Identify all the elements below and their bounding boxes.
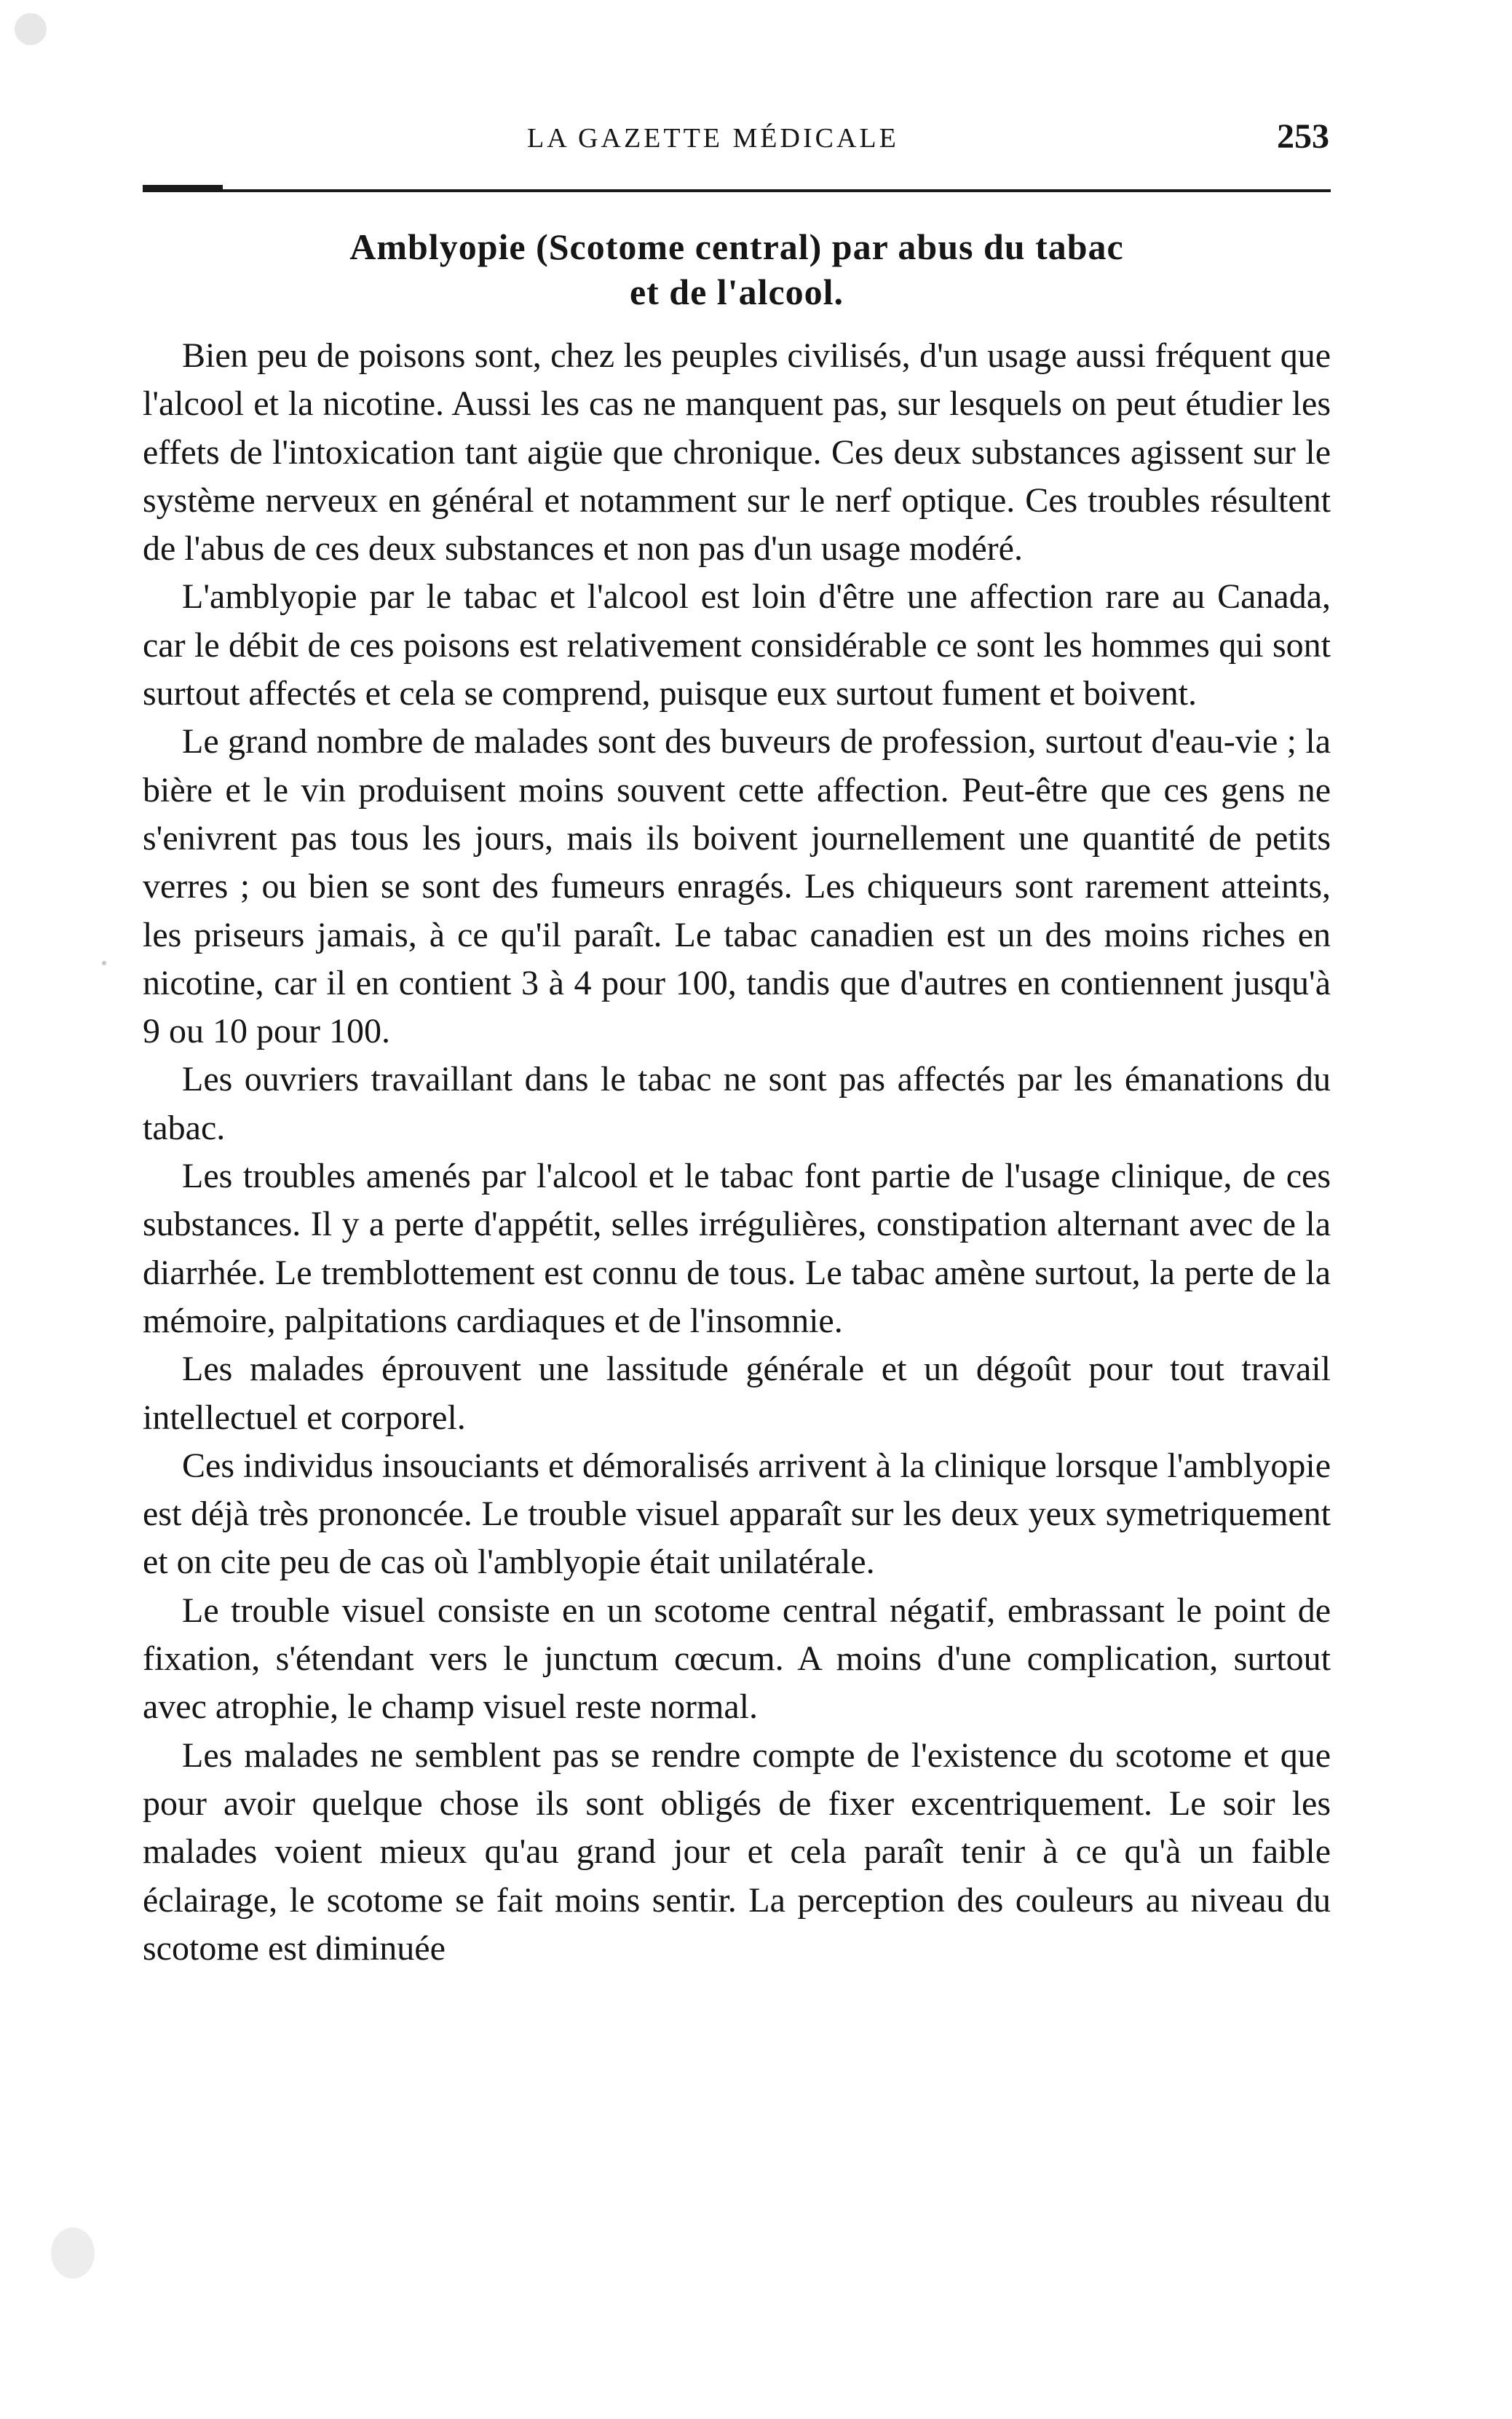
article-title (143, 224, 1331, 314)
page-number: 253 (1277, 117, 1329, 156)
paragraph: Le grand nombre de malades sont des buveurs de profession, surtout d'eau-vie ; la bière et le vin produisent moins souvent cette affection. Peut-être que ces gens ne s'enivrent pas tous les jours, mais ils boivent journellement une quantité de petits verres ; ou bien se sont des fumeurs enragés. Les chiqueurs sont rarement atteints, les priseurs jamais, à ce qu'il paraît. Le tabac canadien est un des moins riches en nicotine, car il en contient 3 à 4 pour 100, tandis que d'autres en contiennent jusqu'à 9 ou 10 pour 100. (143, 722, 1331, 1051)
running-title: LA GAZETTE MÉDICALE (527, 123, 899, 154)
paragraph: Les malades éprouvent une lassitude générale et un dégoût pour tout travail intellectuel et corporel. (143, 1350, 1331, 1437)
paragraph: Ces individus insouciants et démoralisés arrivent à la clinique lorsque l'amblyopie est déjà très prononcée. Le trouble visuel apparaît sur les deux yeux symetriquement et on cite peu de cas où l'amblyopie était unilatérale. (143, 1446, 1331, 1582)
paragraph: Les ouvriers travaillant dans le tabac ne sont pas affectés par les émanations du tabac. (143, 1060, 1331, 1147)
header-rule (143, 189, 1331, 192)
scan-speck (102, 961, 106, 965)
article (143, 224, 1331, 1973)
running-head (143, 116, 1329, 160)
paragraph: Le trouble visuel consiste en un scotome central négatif, embrassant le point de fixation, s'étendant vers le junctum cœcum. A moins d'une complication, surtout avec atrophie, le champ visuel reste normal. (143, 1591, 1331, 1727)
paragraph: Les malades ne semblent pas se rendre compte de l'existence du scotome et que pour avoir quelque chose ils sont obligés de fixer excentriquement. Le soir les malades voient mieux qu'au grand jour et cela paraît tenir à ce qu'à un faible éclairage, le scotome se fait moins sentir. La perception des couleurs au niveau du scotome est diminuée (143, 1735, 1331, 1968)
paragraph: Bien peu de poisons sont, chez les peuples civilisés, d'un usage aussi fréquent que l'alcool et la nicotine. Aussi les cas ne manquent pas, sur lesquels on peut étudier les effets de l'intoxication tant aigüe que chronique. Ces deux substances agissent sur le système nerveux en général et notamment sur le nerf optique. Ces troubles résultent de l'abus de ces deux substances et non pas d'un usage modéré. (143, 336, 1331, 569)
paragraph: Les troubles amenés par l'alcool et le tabac font partie de l'usage clinique, de ces substances. Il y a perte d'appétit, selles irrégulières, constipation alternant avec de la diarrhée. Le tremblottement est connu de tous. Le tabac amène surtout, la perte de la mémoire, palpitations cardiaques et de l'insomnie. (143, 1157, 1331, 1340)
article-body (143, 332, 1331, 1973)
article-title-line-1: Amblyopie (Scotome central) par abus du tabac (349, 226, 1124, 267)
scan-speck (15, 13, 47, 45)
paragraph: L'amblyopie par le tabac et l'alcool est loin d'être une affection rare au Canada, car le débit de ces poisons est relativement considérable ce sont les hommes qui sont surtout affectés et cela se comprend, puisque eux surtout fument et boivent. (143, 577, 1331, 713)
article-title-line-2: et de l'alcool. (629, 272, 844, 312)
scan-speck (51, 2228, 95, 2279)
